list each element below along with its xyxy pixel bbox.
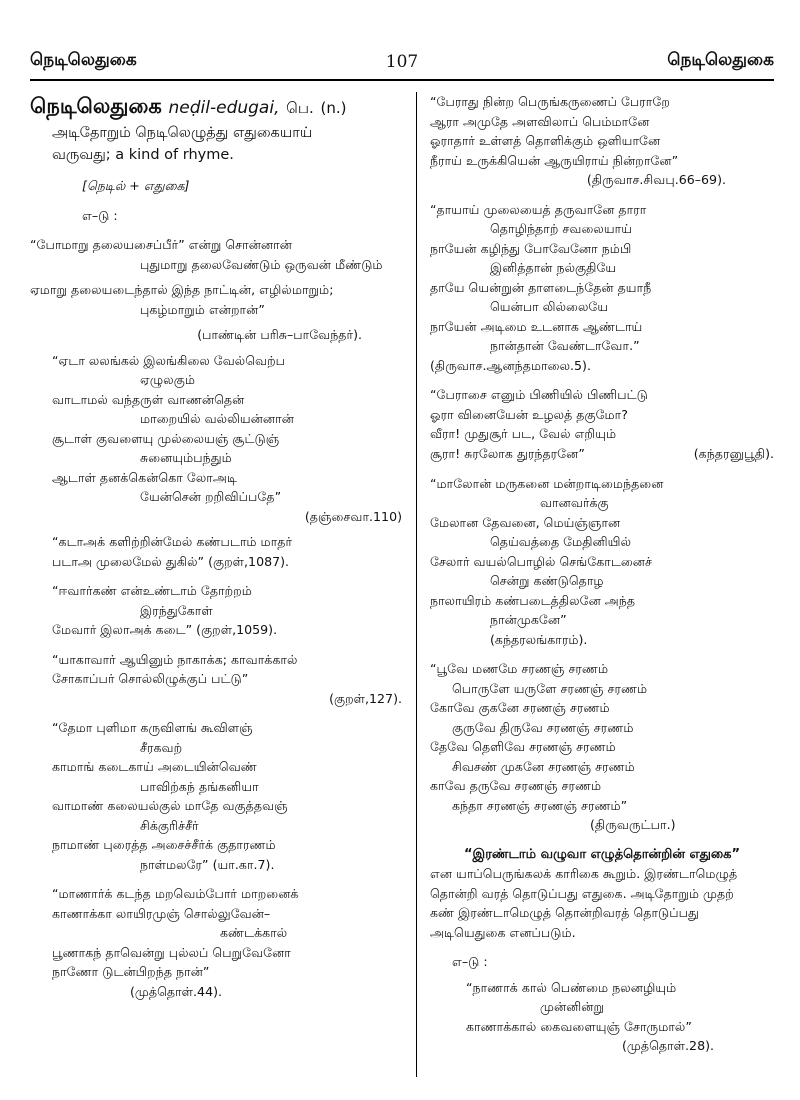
quotation-source: (திருவாச.சிவபு.66–69). [586,172,726,187]
verse-line: “தாயாய் முலையைத் தருவானே தாரா [430,201,647,217]
page-number: 107 [385,52,419,72]
verse-line: மாறையில் வல்லியன்னான் [140,411,294,426]
verse-line: சென்று கண்டுதொழ [490,573,604,588]
quotation-source: (குறள்,127). [329,690,402,706]
paragraph [430,864,774,942]
verse-line: நாமாண் புரைத்த அசைச்சீர்க் குதாரணம் [52,837,276,852]
verse-line: “பூவே மணமே சரணஞ் சரணம் [430,661,609,676]
verse-line: கந்தா சரணஞ் சரணஞ் சரணம்” [452,797,628,813]
verse-line: “நாணாக் கால் பெண்மை நலனழியும் [466,979,677,995]
entry-etymology: [நெடில் + எதுகை] [82,178,190,193]
verse-line: சோகாப்பர் சொல்லிழுக்குப் பட்டு” [52,671,249,686]
verse-line: “பேராசை எனும் பிணியில் பிணிபட்டு [430,387,648,402]
verse-line: நீராய் உருக்கியென் ஆருயிராய் நின்றானே” [430,152,679,168]
paragraph-line: அடியெதுகை எனப்படும். [430,924,576,940]
verse-line: யென்பா லில்லையே [490,299,609,314]
entry-headline [30,92,402,122]
verse-line: பாவிற்கந் தங்கனியா [140,778,259,794]
verse-line: சீரகவற் [140,739,183,755]
verse-line: காணாக்கா லாயிரமுஞ் சொல்லுவேன்– [52,905,271,921]
verse-line: மேலான தேவனை, மெய்ஞ்ஞான [430,514,621,530]
entry-headword: நெடிலெதுகை [30,94,162,118]
right-column [430,92,774,1056]
verse-line: சுனையும்பந்தும் [140,450,232,465]
verse-line: குருவே திருவே சரணஞ் சரணம் [452,719,634,735]
quotation-block [430,474,774,650]
quotation-block [430,659,774,835]
definition-line: அடிதோறும் நெடிலெழுத்து எதுகையாய் [52,125,313,141]
quotation-block [30,235,402,345]
quotation-block [30,532,402,571]
verse-line: ஆடாள் தனக்கென்கொ லோஅடி [52,469,237,485]
paragraph-line: கண் இரண்டாமெழுத் தொன்றிவரத் தொடுப்பது [430,905,699,920]
quotation-source: (கந்தரனுபூதி). [693,446,774,461]
paragraph-line: தொன்றி வரத் தொடுப்பது எதுகை. அடிதோறும் முதற் [430,885,734,901]
entry-pos-english: (n.) [320,99,347,117]
verse-line: “தேமா புளிமா கருவிளங் கூவிளஞ் [52,720,253,735]
running-head-right: நெடிலெதுகை [667,50,774,70]
paragraph-line: என யாப்பெருங்கலக் காரிகை கூறும். இரண்டாமெழுத் [430,866,738,881]
column-divider [416,92,417,1077]
verse-line: இரந்துகோள் [140,602,213,618]
quotation-source: (திருவாச.ஆனந்தமாலை.5). [430,357,591,373]
header-rule [30,79,774,81]
verse-line: ஏழுலகும் [140,372,195,387]
left-column [30,92,402,1001]
verse-line: இனித்தான் நல்குதியே [490,260,617,275]
verse-line: “யாகாவார் ஆயினும் நாகாக்க; காவாக்கால் [52,651,298,667]
quotation-source: (பாண்டின் பரிசு–பாவேந்தர்). [197,327,362,342]
verse-line: கண்டக்கால் [220,925,288,940]
verse-line: காமாங் கடைகாய் அடையின்வெண் [52,759,257,774]
example-label: எ–டு : [82,207,118,223]
verse-line: தொழிந்தாற் சவலையாய் [490,221,632,236]
verse-line: ஓராதார் உள்ளத் தொளிக்கும் ஒளியானே [430,133,661,148]
verse-line: வீரா! முதுசூர் பட, வேல் எறியும் [430,426,617,441]
verse-line: மேவார் இலாஅக் கடை” (குறள்,1059). [52,622,278,637]
quotation-block [430,978,774,1056]
verse-line: காணாக்கால் கைவளையுஞ் சோருமால்” [466,1018,692,1034]
verse-line: நாள்மலரே” (யா.கா.7). [140,856,275,872]
quotation-source: (திருவருட்பா.) [590,817,676,832]
entry-transliteration: neḍil-edugai, [168,98,280,118]
entry-definition [30,122,402,166]
verse-line: நான்தான் வேண்டாவோ.” [490,338,640,353]
example-label: எ–டு : [452,954,488,969]
quotation-source: (முத்தொள்.28). [622,1038,714,1053]
verse-line: சேலார் வயல்பொழில் செங்கோடனைச் [430,553,652,569]
definition-line: வருவது; a kind of rhyme. [52,147,234,163]
quotation-block [30,650,402,709]
verse-line: சூடாள் குவளையு முல்லையஞ் சூட்டுஞ் [52,430,280,446]
verse-line: வானவர்க்கு [540,495,609,510]
quotation-source: (கந்தரலங்காரம்). [490,631,588,647]
quotation-block [30,884,402,1001]
verse-line: ஏமாறு தலையடைந்தால் இந்த நாட்டின், எழில்மாறும்; [30,282,334,297]
verse-line: சிவசண் முகனே சரணஞ் சரணம் [452,758,635,774]
quotation-block [30,581,402,640]
verse-line: சிக்குரிச்சீர் [140,817,199,833]
verse-line: “ஏடா லலங்கல் இலங்கிலை வேல்வெற்ப [52,352,286,368]
quotation-block [30,718,402,874]
verse-line: “கடாஅக் களிற்றின்மேல் கண்படாம் மாதர் [52,534,293,549]
verse-line: நாயேன் கழிந்து போவேனோ நம்பி [430,240,632,256]
verse-line: காவே தருவே சரணஞ் சரணம் [430,778,602,793]
verse-line: வாமாண் கலையல்குல் மாதே வகுத்தவஞ் [52,798,288,813]
quotation-source: (முத்தொள்.44). [130,983,222,999]
quotation-block [430,92,774,190]
quotation-block [30,351,402,527]
verse-line: “மாலோன் மருகனை மன்றாடிமைந்தனை [430,475,664,491]
running-head-left: நெடிலெதுகை [30,50,137,70]
verse-line: வாடாமல் வந்தருள் வாணன்தென் [52,391,245,407]
entry-pos-tamil: பெ. [286,99,314,117]
verse-line: “ஈவார்கண் என்உண்டாம் தோற்றம் [52,583,252,598]
verse-line: “மாணார்க் கடந்த மறவெம்போர் மாறனைக் [52,886,299,901]
verse-line: புதுமாறு தலைவேண்டும் ஒருவன் மீண்டும் [140,256,383,272]
verse-line: நாலாயிரம் கண்படைத்திலனே அந்த [430,592,636,608]
verse-line: படாஅ முலைமேல் துகில்” (குறள்,1087). [52,553,290,569]
verse-line: முன்னின்று [540,999,605,1014]
verse-line: தாயே யென்றுன் தாளடைந்தேன் தயாநீ [430,279,652,295]
quotation-block [430,385,774,464]
verse-line: கோவே குகனே சரணஞ் சரணம் [430,700,610,715]
verse-line: நான்முகனே” [490,612,567,627]
verse-line: ஆரா அமுதே அளவிலாப் பெம்மானே [430,113,650,129]
verse-line: புகழ்மாறும் என்றான்” [140,301,265,317]
section-heading: “இரண்டாம் வழுவா எழுத்தொன்றின் எதுகை” [464,846,741,862]
verse-line: யேன்சென் றறிவிப்பதே” [140,489,282,504]
verse-line: ஓரா வினையேன் உழலத் தகுமோ? [430,406,628,422]
verse-line: பூணாகந் தாவென்று புல்லப் பெறுவேனோ [52,944,291,960]
verse-line: நாணோ டுடன்பிறந்த நான்” [52,964,210,979]
verse-line: நாயேன் அடிமை உடனாக ஆண்டாய் [430,318,643,334]
verse-line: தேவே தெளிவே சரணஞ் சரணம் [430,739,616,754]
verse-line: “பேராது நின்ற பெருங்கருணைப் பேராறே [430,94,670,109]
verse-line: சூரா! சுரலோக துரந்தரனே” [430,445,585,461]
verse-line: பொருளே யருளே சரணஞ் சரணம் [452,680,648,696]
verse-line: தெய்வத்தை மேதினியில் [490,534,632,549]
quotation-block [430,200,774,376]
quotation-source: (தஞ்சைவா.110) [304,508,402,524]
verse-line: “போமாறு தலையசைப்பீர்” என்று சொன்னான் [30,237,292,252]
